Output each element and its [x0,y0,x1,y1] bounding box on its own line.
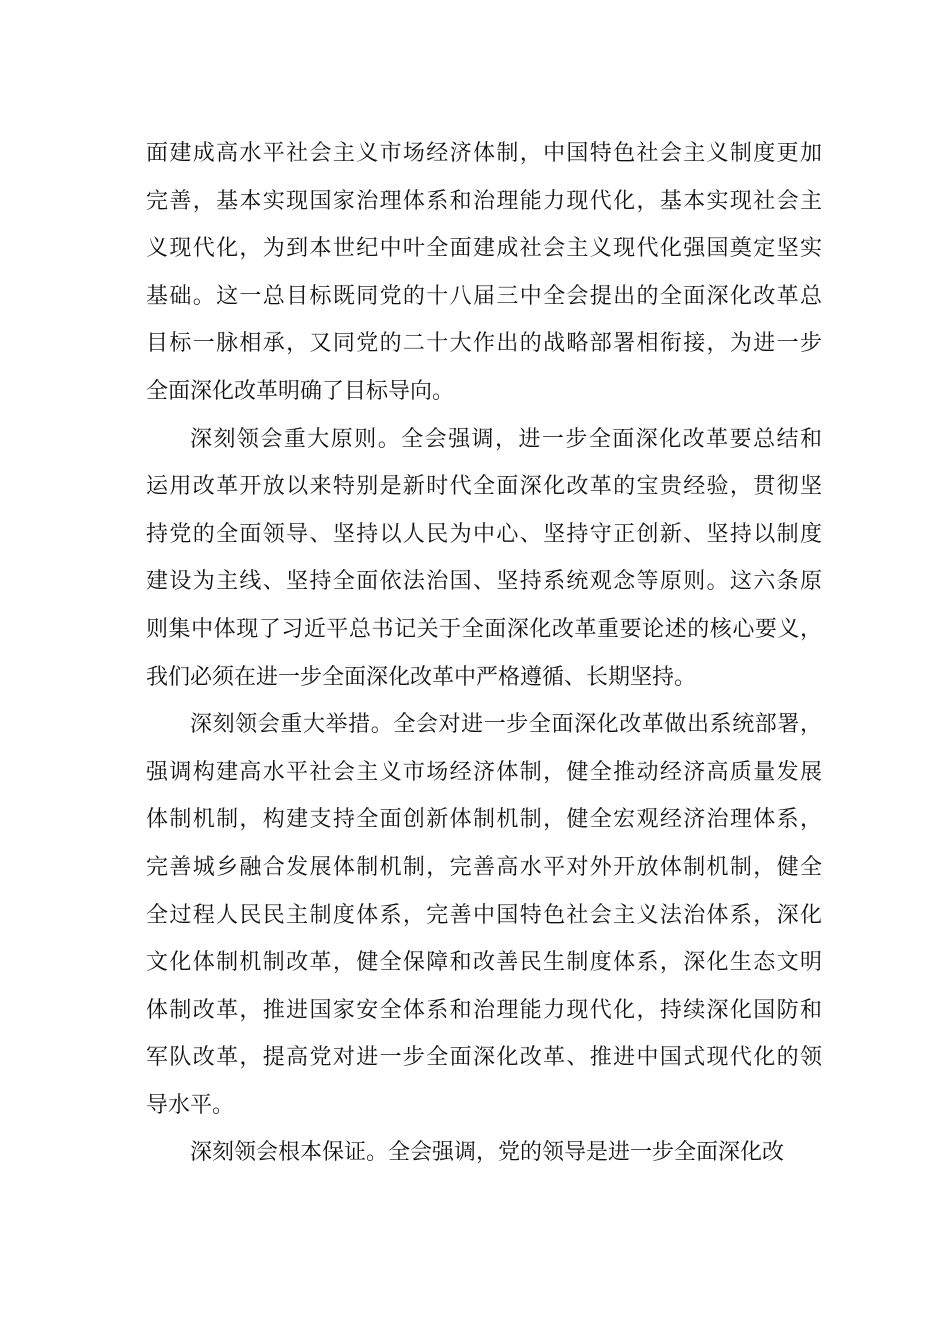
text-line: 体制改革，推进国家安全体系和治理能力现代化，持续深化国防和 [146,997,822,1023]
paragraph-fundamental-guarantee [146,1129,822,1177]
paragraph-major-measures [146,701,822,1129]
text-line: 体制机制，构建支持全面创新体制机制，健全宏观经济治理体系， [146,807,822,833]
text-line: 军队改革，提高党对进一步全面深化改革、推进中国式现代化的领 [146,1045,822,1071]
text-line: 全面深化改革明确了目标导向。 [146,378,455,404]
text-line: 则集中体现了习近平总书记关于全面深化改革重要论述的核心要义， [146,616,822,642]
text-line: 文化体制机制改革，健全保障和改善民生制度体系，深化生态文明 [146,950,822,976]
text-line: 深刻领会重大举措。全会对进一步全面深化改革做出系统部署， [190,712,822,738]
paragraph-major-principles [146,416,822,702]
text-line: 我们必须在进一步全面深化改革中严格遵循、长期坚持。 [146,664,697,690]
text-line: 全过程人民民主制度体系，完善中国特色社会主义法治体系，深化 [146,902,822,928]
text-line: 基础。这一总目标既同党的十八届三中全会提出的全面深化改革总 [146,283,822,309]
text-line: 强调构建高水平社会主义市场经济体制，健全推动经济高质量发展 [146,759,822,785]
text-line: 深刻领会重大原则。全会强调，进一步全面深化改革要总结和 [190,426,822,452]
text-line: 建设为主线、坚持全面依法治国、坚持系统观念等原则。这六条原 [146,569,822,595]
text-line: 完善，基本实现国家治理体系和治理能力现代化，基本实现社会主 [146,188,822,214]
text-line: 运用改革开放以来特别是新时代全面深化改革的宝贵经验，贯彻坚 [146,474,822,500]
text-line: 完善城乡融合发展体制机制，完善高水平对外开放体制机制，健全 [146,854,822,880]
text-line: 面建成高水平社会主义市场经济体制，中国特色社会主义制度更加 [146,141,822,166]
paragraph-goal-continued [146,130,822,416]
text-line: 导水平。 [146,1092,235,1118]
text-line: 目标一脉相承，又同党的二十大作出的战略部署相衔接，为进一步 [146,331,822,357]
document-body [146,130,822,1177]
text-line: 义现代化，为到本世纪中叶全面建成社会主义现代化强国奠定坚实 [146,236,822,262]
text-line: 持党的全面领导、坚持以人民为中心、坚持守正创新、坚持以制度 [146,521,822,547]
text-line: 深刻领会根本保证。全会强调，党的领导是进一步全面深化改 [190,1140,785,1166]
